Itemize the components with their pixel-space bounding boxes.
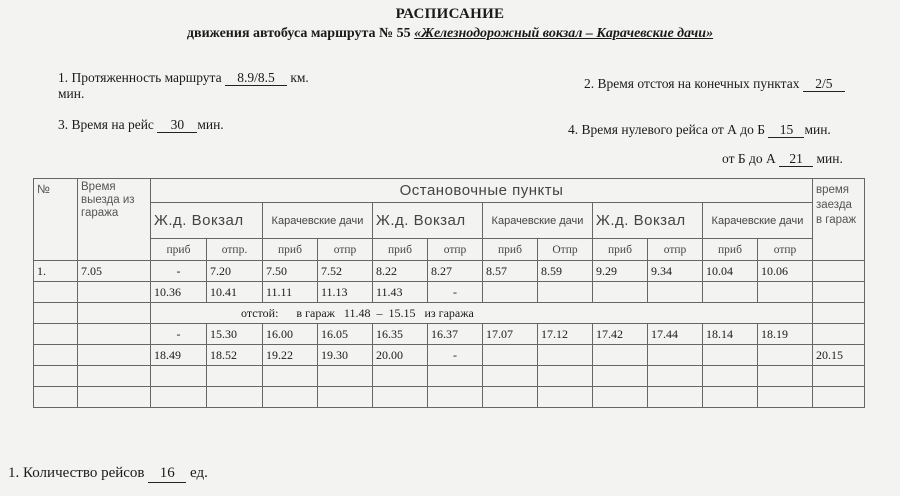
stop-dachi-3: Карачевские дачи [703, 203, 813, 239]
sub-header-dep: отпр [428, 239, 483, 261]
param-zero-trip-ab-value: 15 [768, 123, 804, 138]
param-route-length [58, 70, 309, 86]
time-cell: 18.14 [703, 324, 758, 345]
document-subtitle [160, 26, 740, 42]
subtitle-prefix: движения автобуса маршрута № 55 [186, 26, 415, 41]
sub-header-dep: отпр [318, 239, 373, 261]
time-cell: - [151, 261, 207, 282]
table-row [34, 366, 865, 387]
time-cell: 10.41 [207, 282, 263, 303]
table-row [34, 282, 865, 303]
table-row [34, 345, 865, 366]
trip-count-unit: ед. [186, 465, 208, 481]
param-route-length-label: 1. Протяженность маршрута [58, 70, 225, 85]
time-cell: 8.57 [483, 261, 538, 282]
sub-header-dep: отпр [648, 239, 703, 261]
param-zero-trip-ba-label: от Б до А [722, 151, 780, 166]
time-cell: 15.30 [207, 324, 263, 345]
time-cell: 10.04 [703, 261, 758, 282]
stop-station-1: Ж.д. Вокзал [151, 203, 263, 239]
param-zero-trip-ba-value: 21 [779, 152, 813, 167]
param-zero-trip-ab [568, 122, 831, 138]
stop-dachi-2: Карачевские дачи [483, 203, 593, 239]
time-cell: 9.34 [648, 261, 703, 282]
time-cell: 7.20 [207, 261, 263, 282]
sub-header-arr: приб [483, 239, 538, 261]
time-cell: 20.00 [373, 345, 428, 366]
time-cell: 8.59 [538, 261, 593, 282]
time-cell: 11.43 [373, 282, 428, 303]
header-stops: Остановочные пункты [151, 179, 813, 203]
param-zero-trip-ab-label: 4. Время нулевого рейса от А до Б [568, 122, 769, 137]
trip-count-label: 1. Количество рейсов [8, 465, 149, 481]
time-cell: 16.05 [318, 324, 373, 345]
time-cell: 7.50 [263, 261, 318, 282]
time-cell: 7.52 [318, 261, 373, 282]
param-zero-trip-ba-unit: мин. [813, 151, 843, 166]
param-layover [584, 76, 845, 92]
time-cell: 16.35 [373, 324, 428, 345]
time-cell: 18.49 [151, 345, 207, 366]
param-zero-trip-ab-unit: мин. [804, 122, 831, 137]
time-cell: - [151, 324, 207, 345]
stop-dachi-1: Карачевские дачи [263, 203, 373, 239]
schedule-table [33, 178, 865, 408]
time-cell: - [428, 345, 483, 366]
time-cell: 9.29 [593, 261, 648, 282]
sub-header-dep: Отпр [538, 239, 593, 261]
sub-header-arr: приб [593, 239, 648, 261]
param-trip-time [58, 117, 224, 133]
time-cell: 10.36 [151, 282, 207, 303]
table-row [34, 261, 865, 282]
time-cell: 16.00 [263, 324, 318, 345]
trip-count-value: 16 [148, 465, 186, 483]
sub-header-dep: отпр [758, 239, 813, 261]
sub-header-arr: приб [373, 239, 428, 261]
header-return: время заезда в гараж [813, 179, 865, 261]
param-route-length-unit: км. [286, 70, 309, 85]
row-departure: 7.05 [78, 261, 151, 282]
time-cell: 8.27 [428, 261, 483, 282]
time-cell: 18.52 [207, 345, 263, 366]
param-layover-value: 2/5 [803, 77, 845, 92]
param-layover-label: 2. Время отстоя на конечных пунктах [584, 76, 803, 91]
param-route-length-value: 8.9/8.5 [225, 71, 287, 86]
param-trip-time-value: 30 [157, 118, 197, 133]
time-cell: 10.06 [758, 261, 813, 282]
header-number: № [34, 179, 78, 261]
time-cell: 18.19 [758, 324, 813, 345]
time-cell: 11.11 [263, 282, 318, 303]
stop-station-3: Ж.д. Вокзал [593, 203, 703, 239]
param-zero-trip-ba [722, 151, 843, 167]
table-row [34, 303, 865, 324]
stop-station-2: Ж.д. Вокзал [373, 203, 483, 239]
table-row [34, 324, 865, 345]
time-cell: 17.42 [593, 324, 648, 345]
sub-header-arr: приб [263, 239, 318, 261]
trip-count [8, 465, 208, 483]
param-trip-time-unit: мин. [197, 117, 224, 132]
document-title: РАСПИСАНИЕ [395, 6, 505, 22]
time-cell: 19.30 [318, 345, 373, 366]
row-number: 1. [34, 261, 78, 282]
route-name: «Железнодорожный вокзал – Карачевские дачи» [414, 26, 714, 41]
header-departure: Время выезда из гаража [78, 179, 151, 261]
sub-header-arr: приб [703, 239, 758, 261]
time-cell: 16.37 [428, 324, 483, 345]
time-cell: 17.07 [483, 324, 538, 345]
time-cell: 8.22 [373, 261, 428, 282]
time-cell: 17.12 [538, 324, 593, 345]
table-row [34, 387, 865, 408]
return-cell [813, 261, 865, 282]
param-trip-time-label: 3. Время на рейс [58, 117, 158, 132]
return-cell: 20.15 [813, 345, 865, 366]
time-cell: 17.44 [648, 324, 703, 345]
time-cell: - [428, 282, 483, 303]
layover-note: отстой: в гараж 11.48 – 15.15 из гаража [151, 303, 813, 324]
param-route-length-unit2: мин. [58, 86, 85, 101]
sub-header-arr: приб [151, 239, 207, 261]
time-cell: 11.13 [318, 282, 373, 303]
sub-header-dep: отпр. [207, 239, 263, 261]
time-cell: 19.22 [263, 345, 318, 366]
